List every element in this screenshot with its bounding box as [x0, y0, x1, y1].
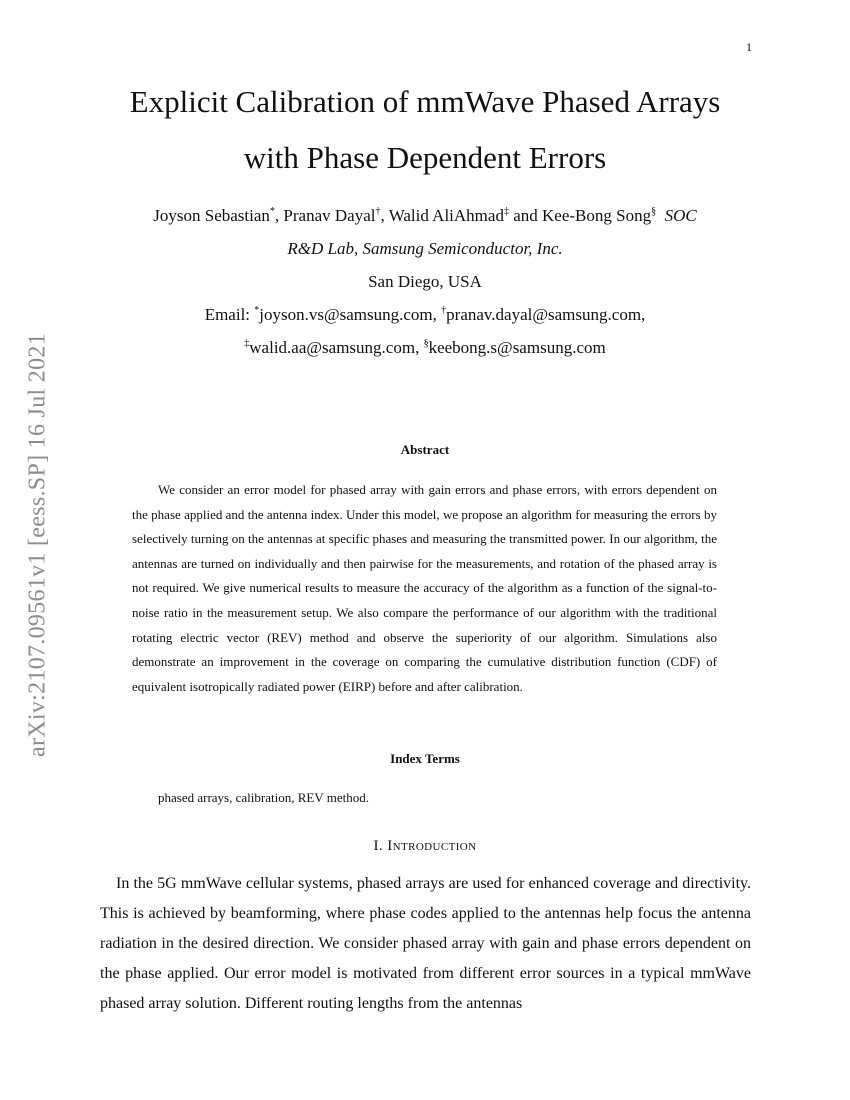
author-mark: § [651, 206, 657, 217]
email-link[interactable]: walid.aa@samsung.com [249, 338, 416, 357]
section-number: I. [373, 838, 388, 854]
abstract-text: We consider an error model for phased array with gain errors and phase errors, with errors dependent on the phase applied and the antenna index. Under this model, we propose an algorithm for measuring the errors by selectively turning on the antennas at specific phases and measuring the transmitted power. In our algorithm, the antennas are turned on individually and then pairwise for the measurements, and rotation of the phased array is not required. We give numerical results to measure the accuracy of the algorithm as a function of the signal-to-noise ratio in the measurement setup. We also compare the performance of our algorithm with the traditional rotating electric vector (REV) method and observe the superiority of our algorithm. Simulations also demonstrate an improvement in the coverage on comparing the cumulative distribution function (CDF) of equivalent isotropically radiated power (EIRP) before and after calibration. [132, 482, 717, 694]
index-terms-heading: Index Terms [390, 751, 460, 766]
author-names-line: Joyson Sebastian*, Pranav Dayal†, Walid AliAhmad‡ and Kee-Bong Song§ SOC [153, 206, 697, 225]
email-line-1: Email: *joyson.vs@samsung.com, †pranav.dayal@samsung.com, [204, 305, 646, 324]
author-name: Joyson Sebastian [153, 206, 270, 225]
affiliation: R&D Lab, Samsung Semiconductor, Inc. [287, 239, 563, 258]
author-name: Walid AliAhmad [388, 206, 504, 225]
title-line-2: with Phase Dependent Errors [243, 140, 607, 175]
paper-title [90, 74, 760, 186]
index-terms-text: phased arrays, calibration, REV method. [158, 790, 369, 805]
author-name: Pranav Dayal [283, 206, 376, 225]
section-heading [0, 838, 850, 855]
arxiv-identifier: arXiv:2107.09561v1 [eess.SP] 16 Jul 2021 [24, 333, 51, 757]
author-block [90, 199, 760, 364]
author-mark: † [375, 206, 381, 217]
email-link[interactable]: joyson.vs@samsung.com [259, 305, 433, 324]
email-link[interactable]: pranav.dayal@samsung.com [446, 305, 642, 324]
email-line-2: ‡walid.aa@samsung.com, §keebong.s@samsung.com [244, 338, 606, 357]
title-line-1: Explicit Calibration of mmWave Phased Arrays [129, 84, 721, 119]
author-name: Kee-Bong Song [542, 206, 652, 225]
page-number: 1 [746, 40, 752, 54]
author-mark: * [269, 206, 275, 217]
section-title: Introduction [387, 838, 477, 854]
author-mark: ‡ [503, 206, 509, 217]
body-paragraph: In the 5G mmWave cellular systems, phased arrays are used for enhanced coverage and directivity. This is achieved by beamforming, where phase codes applied to the antennas help focus the antenna radiation in the desired direction. We consider phased array with gain and phase errors dependent on the phase applied. Our error model is motivated from different error sources in a typical mmWave phased array solution. Different routing lengths from the antennas [100, 875, 751, 1012]
location: San Diego, USA [368, 272, 482, 291]
email-link[interactable]: keebong.s@samsung.com [428, 338, 606, 357]
abstract-heading: Abstract [400, 442, 450, 457]
affiliation-start: SOC [664, 206, 697, 225]
